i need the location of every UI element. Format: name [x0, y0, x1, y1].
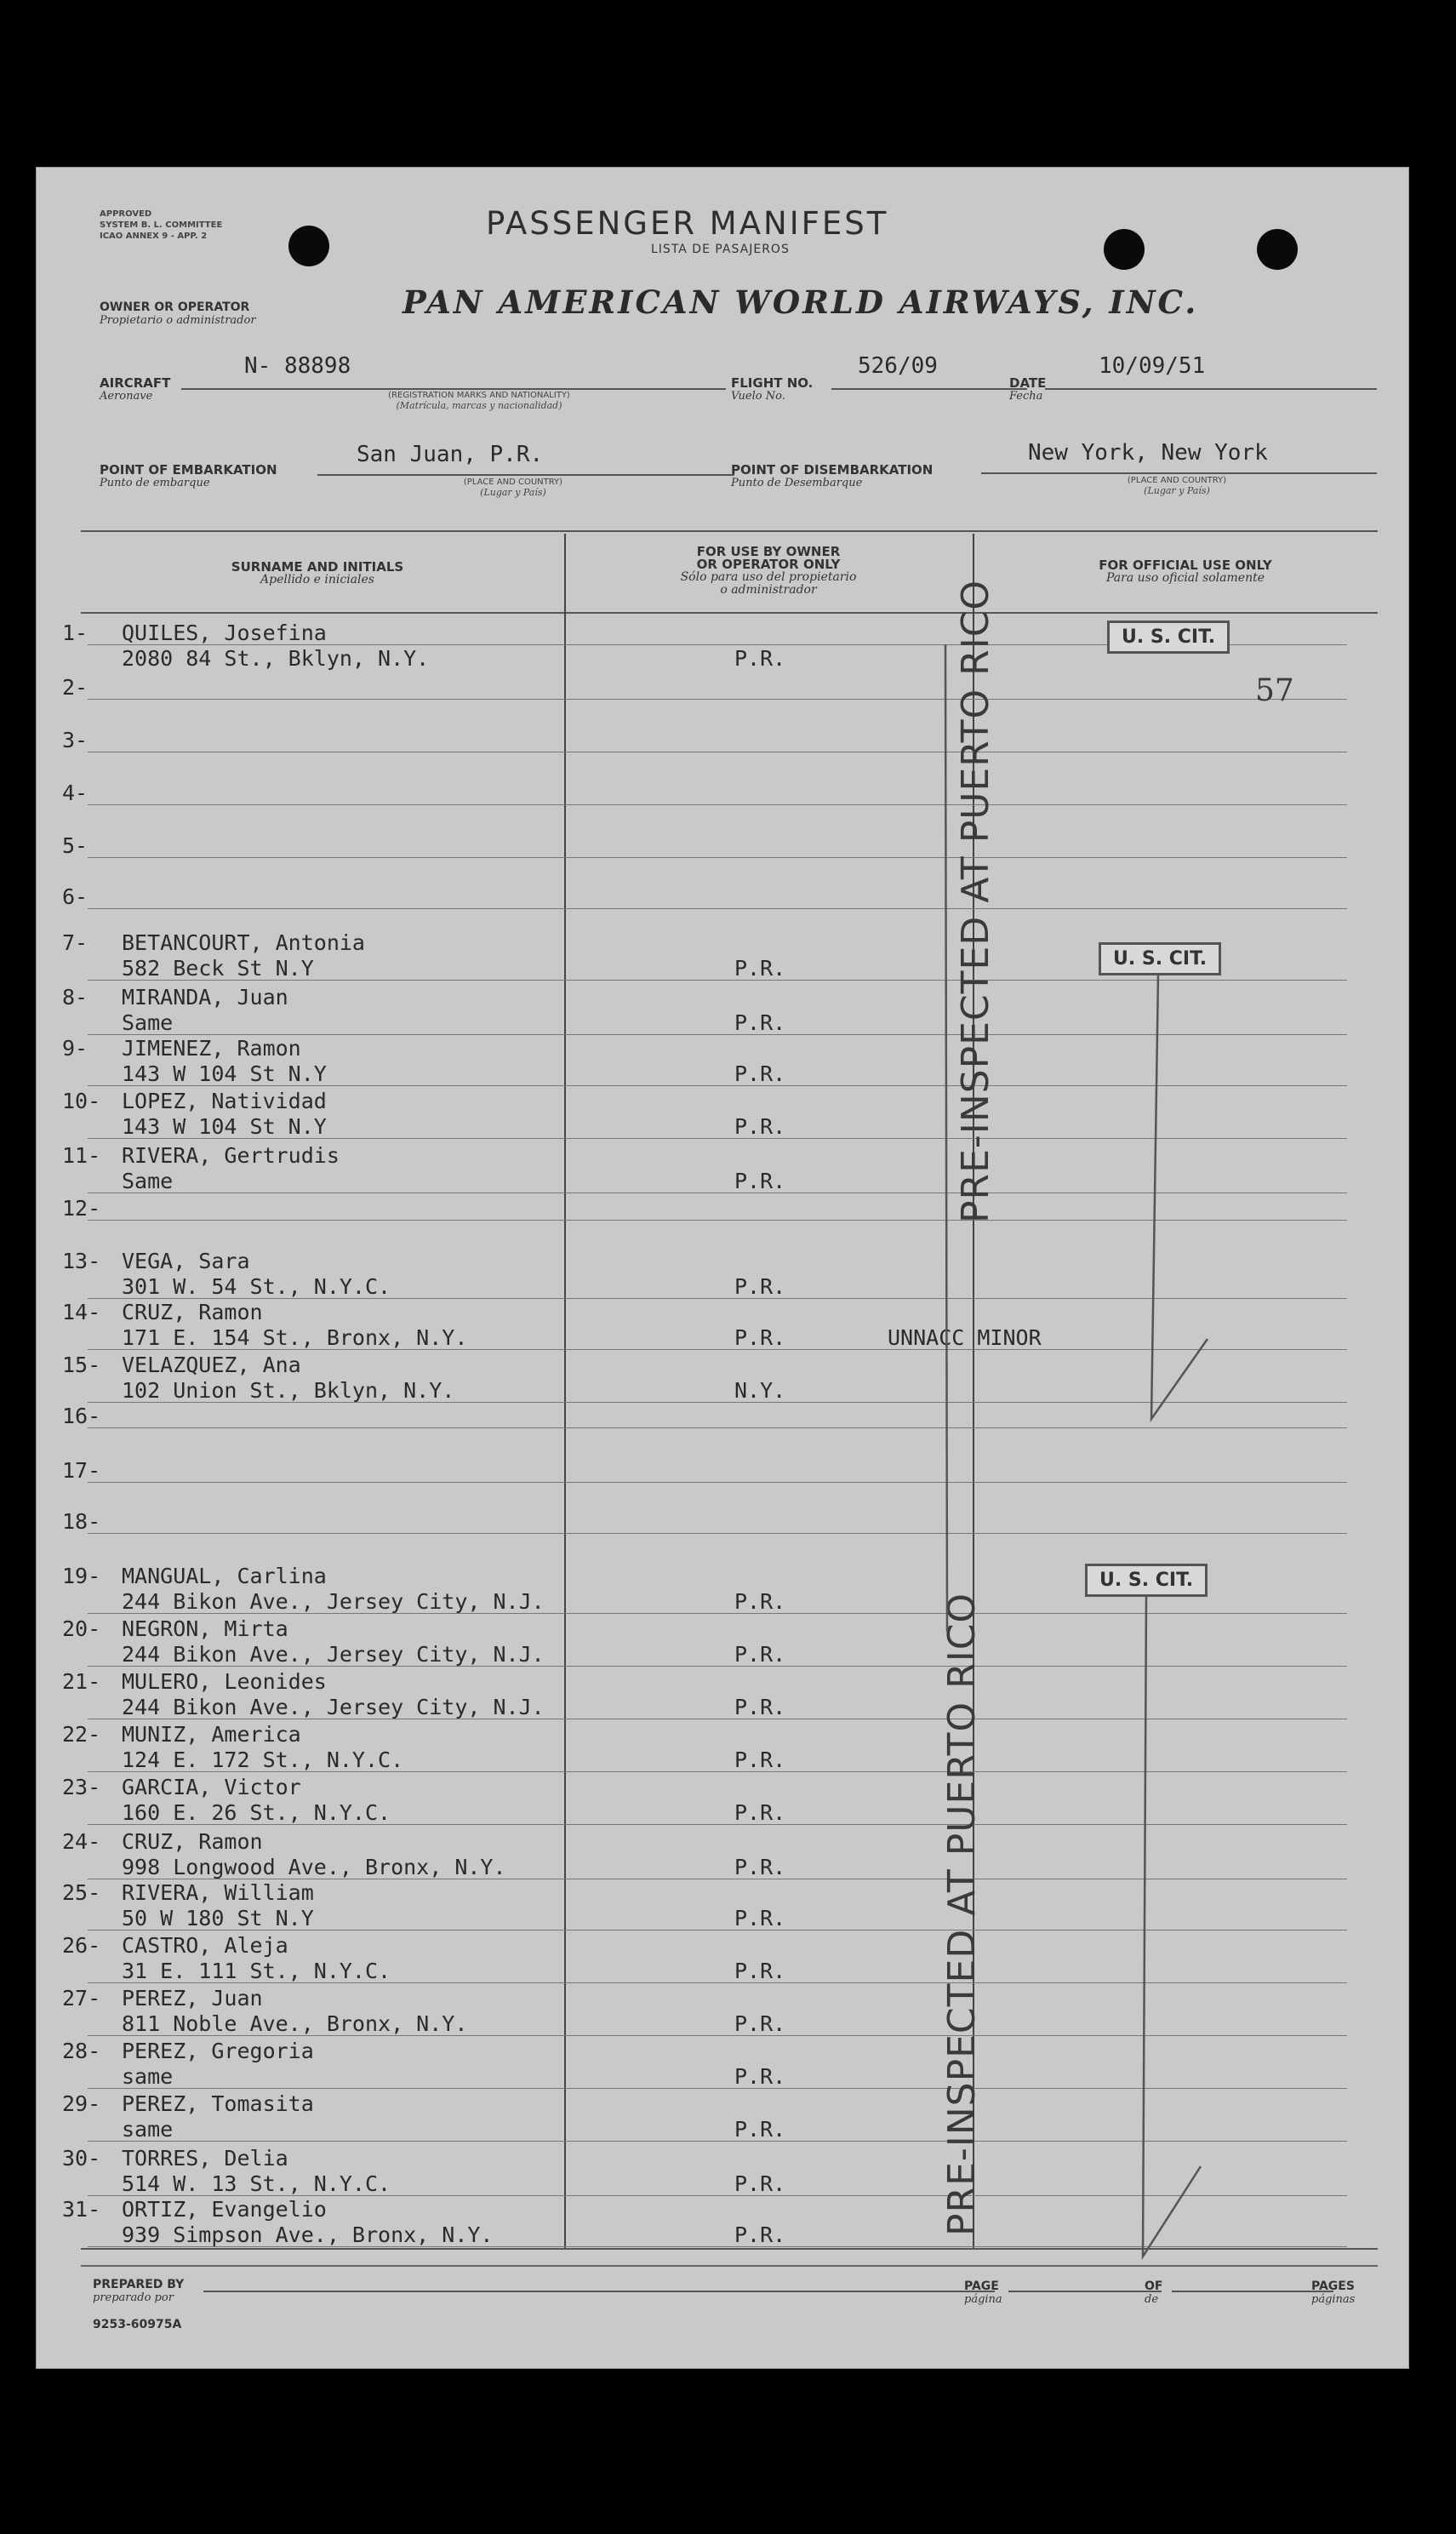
passenger-address: 514 W. 13 St., N.Y.C.: [122, 2171, 391, 2196]
owner-use-code: P.R.: [734, 1747, 786, 1772]
owner-use-code: P.R.: [734, 2064, 786, 2089]
preinspection-stamp: PRE-INSPECTED AT PUERTO RICO: [954, 579, 997, 1223]
row-number: 18-: [62, 1509, 101, 1534]
owner-use-note: UNNACC MINOR: [888, 1325, 1042, 1350]
owner-use-code: P.R.: [734, 1959, 786, 1983]
date-value: 10/09/51: [1099, 353, 1206, 379]
passenger-address: 124 E. 172 St., N.Y.C.: [122, 1747, 404, 1772]
us-citizen-stamp: U. S. CIT.: [1099, 942, 1221, 975]
passenger-address: same: [122, 2117, 174, 2142]
owner-use-code: P.R.: [734, 2011, 786, 2036]
airline-name: PAN AMERICAN WORLD AIRWAYS, INC.: [403, 283, 1199, 321]
row-number: 13-: [62, 1249, 101, 1273]
page-title: PASSENGER MANIFEST: [486, 205, 889, 242]
us-citizen-stamp: U. S. CIT.: [1107, 621, 1230, 654]
approval-line: ICAO ANNEX 9 - APP. 2: [100, 232, 208, 241]
page-label: PAGE página: [964, 2279, 1002, 2306]
disembark-value: New York, New York: [1028, 440, 1268, 466]
row-number: 1-: [62, 621, 89, 645]
row-number: 30-: [62, 2146, 101, 2171]
passenger-name: GARCIA, Victor: [122, 1775, 301, 1799]
owner-use-code: P.R.: [734, 1589, 786, 1614]
row-number: 28-: [62, 2039, 101, 2063]
passenger-name: CRUZ, Ramon: [122, 1300, 263, 1324]
bracket-line: [945, 644, 1208, 2257]
owner-use-code: P.R.: [734, 1061, 786, 1086]
passenger-address: Same: [122, 1010, 174, 1035]
owner-use-code: P.R.: [734, 1274, 786, 1299]
passenger-name: VEGA, Sara: [122, 1249, 250, 1273]
embark-label: POINT OF EMBARKATION Punto de embarque: [100, 462, 277, 489]
flight-value: 526/09: [858, 353, 938, 379]
passenger-name: JIMENEZ, Ramon: [122, 1036, 301, 1061]
owner-use-code: P.R.: [734, 646, 786, 671]
embark-value: San Juan, P.R.: [357, 442, 544, 467]
owner-use-code: P.R.: [734, 1010, 786, 1035]
passenger-address: Same: [122, 1169, 174, 1193]
column-header-surname: SURNAME AND INITIALS Apellido e iniciales: [231, 559, 404, 586]
passenger-name: BETANCOURT, Antonia: [122, 930, 365, 955]
row-number: 5-: [62, 833, 89, 858]
owner-use-code: P.R.: [734, 2171, 786, 2196]
pages-label: PAGES páginas: [1311, 2279, 1356, 2306]
passenger-address: same: [122, 2064, 174, 2089]
row-number: 7-: [62, 930, 89, 955]
row-number: 14-: [62, 1300, 101, 1324]
owner-use-code: P.R.: [734, 1169, 786, 1193]
column-header-official: FOR OFFICIAL USE ONLY Para uso oficial solamente: [1099, 558, 1272, 585]
row-number: 22-: [62, 1722, 101, 1747]
passenger-name: MULERO, Leonides: [122, 1669, 327, 1694]
passenger-name: RIVERA, Gertrudis: [122, 1143, 340, 1168]
row-number: 12-: [62, 1196, 101, 1221]
manifest-sheet: [36, 167, 1409, 2369]
owner-use-code: P.R.: [734, 1642, 786, 1667]
row-number: 10-: [62, 1089, 101, 1113]
passenger-name: NEGRON, Mirta: [122, 1616, 288, 1641]
row-number: 8-: [62, 985, 89, 1010]
prepared-by-label: PREPARED BY preparado por: [93, 2278, 185, 2304]
owner-use-code: P.R.: [734, 1325, 786, 1350]
aircraft-label: AIRCRAFT Aeronave: [100, 375, 171, 403]
passenger-address: 582 Beck St N.Y: [122, 956, 314, 981]
passenger-name: MANGUAL, Carlina: [122, 1564, 327, 1588]
page-line: [1008, 2291, 1162, 2292]
passenger-address: 244 Bikon Ave., Jersey City, N.J.: [122, 1642, 545, 1667]
passenger-address: 301 W. 54 St., N.Y.C.: [122, 1274, 391, 1299]
passenger-name: PEREZ, Gregoria: [122, 2039, 314, 2063]
passenger-address: 939 Simpson Ave., Bronx, N.Y.: [122, 2222, 494, 2247]
date-label: DATE Fecha: [1009, 375, 1047, 403]
row-number: 27-: [62, 1986, 101, 2011]
passenger-name: CASTRO, Aleja: [122, 1933, 288, 1958]
disembark-place-note: (PLACE AND COUNTRY) (Lugar y País): [1127, 476, 1227, 496]
row-number: 23-: [62, 1775, 101, 1799]
row-number: 9-: [62, 1036, 89, 1061]
passenger-name: QUILES, Josefina: [122, 621, 327, 645]
footer-rule: [81, 2265, 1378, 2267]
row-number: 21-: [62, 1669, 101, 1694]
handwritten-count: 57: [1255, 673, 1294, 708]
aircraft-value: N- 88898: [244, 353, 351, 379]
row-number: 24-: [62, 1829, 101, 1854]
passenger-address: 244 Bikon Ave., Jersey City, N.J.: [122, 1589, 545, 1614]
passenger-address: 143 W 104 St N.Y: [122, 1061, 327, 1086]
bracket-marks: [37, 168, 1408, 2368]
passenger-address: 998 Longwood Ave., Bronx, N.Y.: [122, 1855, 506, 1879]
form-number: 9253-60975A: [93, 2318, 182, 2331]
passenger-address: 143 W 104 St N.Y: [122, 1114, 327, 1139]
passenger-name: RIVERA, William: [122, 1880, 314, 1905]
passenger-address: 171 E. 154 St., Bronx, N.Y.: [122, 1325, 468, 1350]
row-number: 19-: [62, 1564, 101, 1588]
passenger-address: 811 Noble Ave., Bronx, N.Y.: [122, 2011, 468, 2036]
row-number: 17-: [62, 1458, 101, 1483]
passenger-name: MUNIZ, America: [122, 1722, 301, 1747]
passenger-name: LOPEZ, Natividad: [122, 1089, 327, 1113]
registration-note: (REGISTRATION MARKS AND NATIONALITY) (Matrícula, marcas y nacionalidad): [388, 391, 570, 411]
row-number: 29-: [62, 2091, 101, 2116]
owner-use-code: P.R.: [734, 956, 786, 981]
owner-use-code: P.R.: [734, 1114, 786, 1139]
passenger-name: PEREZ, Tomasita: [122, 2091, 314, 2116]
of-label: OF de: [1145, 2279, 1163, 2306]
passenger-name: ORTIZ, Evangelio: [122, 2197, 327, 2222]
row-number: 25-: [62, 1880, 101, 1905]
column-header-owner-use: FOR USE BY OWNER OR OPERATOR ONLY Sólo para uso del propietario o administrador: [680, 544, 857, 597]
passenger-address: 244 Bikon Ave., Jersey City, N.J.: [122, 1695, 545, 1719]
row-number: 2-: [62, 675, 89, 700]
owner-use-code: N.Y.: [734, 1378, 786, 1403]
us-citizen-stamp: U. S. CIT.: [1085, 1564, 1208, 1597]
row-number: 4-: [62, 781, 89, 805]
owner-use-code: P.R.: [734, 1800, 786, 1825]
row-number: 20-: [62, 1616, 101, 1641]
passenger-name: PEREZ, Juan: [122, 1986, 263, 2011]
approval-line: SYSTEM B. L. COMMITTEE: [100, 220, 223, 230]
owner-use-code: P.R.: [734, 1906, 786, 1931]
disembark-label: POINT OF DISEMBARKATION Punto de Desembarque: [731, 462, 934, 489]
passenger-name: CRUZ, Ramon: [122, 1829, 263, 1854]
row-number: 26-: [62, 1933, 101, 1958]
passenger-name: MIRANDA, Juan: [122, 985, 288, 1010]
passenger-address: 50 W 180 St N.Y: [122, 1906, 314, 1931]
passenger-address: 2080 84 St., Bklyn, N.Y.: [122, 646, 430, 671]
row-number: 11-: [62, 1143, 101, 1168]
row-number: 31-: [62, 2197, 101, 2222]
flight-label: FLIGHT NO. Vuelo No.: [731, 375, 814, 403]
owner-use-code: P.R.: [734, 1855, 786, 1879]
row-number: 3-: [62, 728, 89, 752]
owner-label: OWNER OR OPERATOR Propietario o administrador: [100, 300, 256, 327]
owner-use-code: P.R.: [734, 2222, 786, 2247]
page-subtitle: LISTA DE PASAJEROS: [651, 243, 790, 256]
row-number: 15-: [62, 1353, 101, 1377]
passenger-name: VELAZQUEZ, Ana: [122, 1353, 301, 1377]
preinspection-stamp: PRE-INSPECTED AT PUERTO RICO: [940, 1592, 984, 2236]
owner-use-code: P.R.: [734, 1695, 786, 1719]
embark-place-note: (PLACE AND COUNTRY) (Lugar y País): [463, 478, 563, 498]
passenger-name: TORRES, Delia: [122, 2146, 288, 2171]
prepared-by-line: [203, 2291, 995, 2292]
approval-line: APPROVED: [100, 209, 152, 219]
passenger-address: 160 E. 26 St., N.Y.C.: [122, 1800, 391, 1825]
row-number: 16-: [62, 1404, 101, 1428]
owner-use-code: P.R.: [734, 2117, 786, 2142]
of-line: [1172, 2291, 1333, 2292]
passenger-address: 102 Union St., Bklyn, N.Y.: [122, 1378, 455, 1403]
passenger-address: 31 E. 111 St., N.Y.C.: [122, 1959, 391, 1983]
row-number: 6-: [62, 884, 89, 909]
